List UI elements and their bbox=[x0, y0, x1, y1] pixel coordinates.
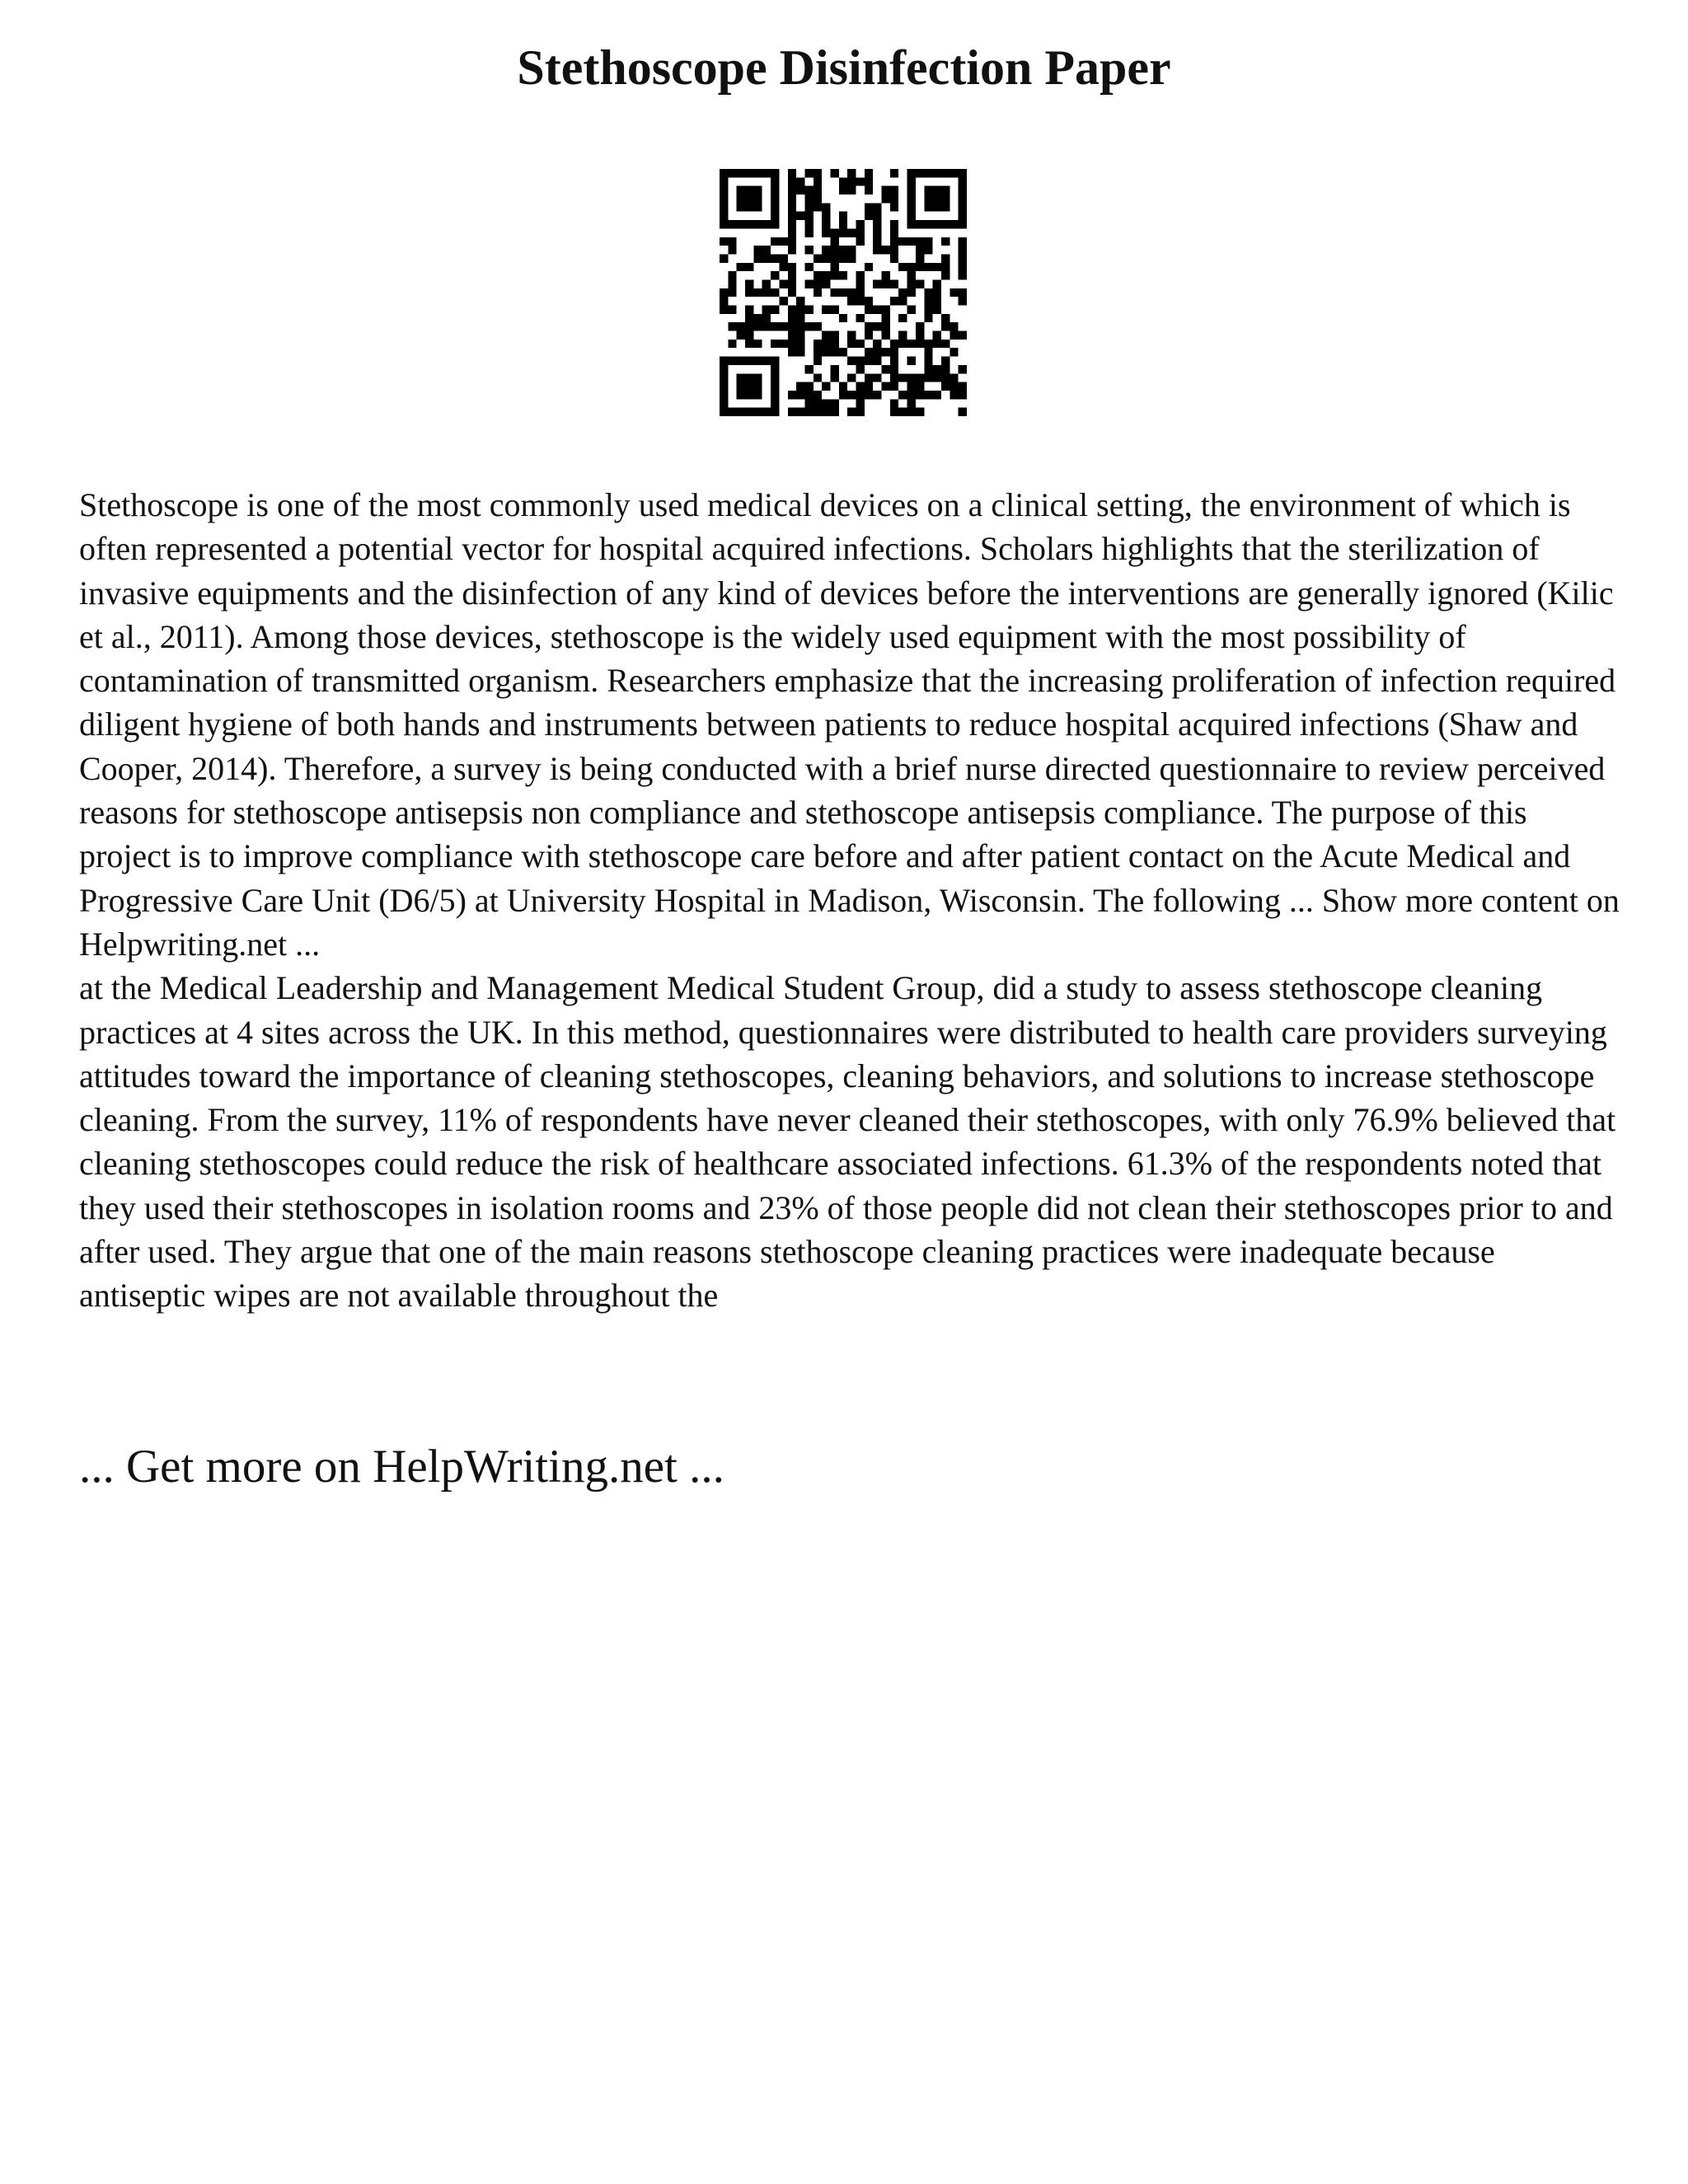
paragraph-study: at the Medical Leadership and Management Medical Student Group, did a study to assess stethoscope cleaning practices at 4 sites across the UK. In this method, questionnaires were distributed to health care providers surveying attitudes toward the importance of cleaning stethoscopes, cleaning behaviors, and solutions to increase stethoscope cleaning. From the survey, 11% of respondents have never cleaned their stethoscopes, with only 76.9% believed that cleaning stethoscopes could reduce the risk of healthcare associated infections. 61.3% of the respondents noted that they used their stethoscopes in isolation rooms and 23% of those people did not clean their stethoscopes prior to and after used. They argue that one of the main reasons stethoscope cleaning practices were inadequate because antiseptic wipes are not available throughout the bbox=[79, 969, 1616, 1315]
page-title: Stethoscope Disinfection Paper bbox=[517, 40, 1171, 95]
article-body bbox=[79, 483, 1622, 1318]
get-more-link[interactable]: ... Get more on HelpWriting.net ... bbox=[79, 1441, 724, 1493]
paragraph-intro: Stethoscope is one of the most commonly used medical devices on a clinical setting, the environment of which is often represented a potential vector for hospital acquired infections. Scholars highlights that the sterilization of invasive equipments and the disinfection of any kind of devices before the interventions are generally ignored (Kilic et al., 2011). Among those devices, stethoscope is the widely used equipment with the most possibility of contamination of transmitted organism. Researchers emphasize that the increasing proliferation of infection required diligent hygiene of both hands and instruments between patients to reduce hospital acquired infections (Shaw and Cooper, 2014). Therefore, a survey is being conducted with a brief nurse directed questionnaire to review perceived reasons for stethoscope antisepsis non compliance and stethoscope antisepsis compliance. The purpose of this project is to improve compliance with stethoscope care before and after patient contact on the Acute Medical and Progressive Care Unit (D6/5) at University Hospital in Madison, Wisconsin. The following ... Show more content on Helpwriting.net ... bbox=[79, 486, 1620, 963]
qr-code-icon[interactable] bbox=[720, 169, 967, 416]
